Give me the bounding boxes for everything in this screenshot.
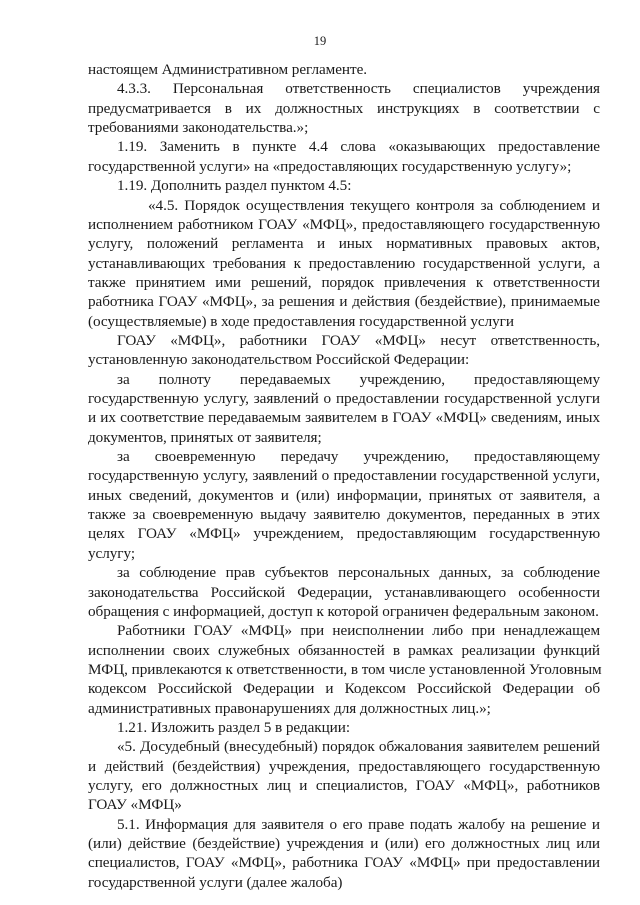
text-line: и их соответствие передаваемым заявителем в ГОАУ «МФЦ» сведениям, иных bbox=[88, 409, 600, 427]
page-number: 19 bbox=[313, 34, 327, 48]
text-line: ГОАУ «МФЦ», работники ГОАУ «МФЦ» несут ответственность, bbox=[117, 331, 600, 349]
text-line: государственной услуги» на «предоставляющих государственную услугу»; bbox=[88, 157, 572, 175]
text-line: государственную услугу, заявлений о предоставлении государственной услуги bbox=[88, 390, 600, 407]
text-line: целях ГОАУ «МФЦ» учреждением, предоставляющим государственную bbox=[88, 525, 600, 543]
text-line: за своевременную передачу учреждению, предоставляющему bbox=[117, 448, 600, 465]
text-line: МФЦ, привлекаются к ответственности, в том числе установленной Уголовным bbox=[88, 660, 602, 678]
text-line: за соблюдение прав субъектов персональных данных, за соблюдение bbox=[117, 564, 600, 582]
text-line: государственной услуги (далее жалоба) bbox=[88, 873, 343, 891]
text-line: кодексом Российской Федерации и Кодексом Российской Федерации об bbox=[88, 680, 600, 698]
text-line: специалистов, ГОАУ «МФЦ», работника ГОАУ «МФЦ» при предоставлении bbox=[88, 854, 600, 872]
text-line: исполнении своих служебных обязанностей в рамках реализации функций bbox=[88, 641, 600, 659]
text-line: устанавливающих требования к предоставлению государственной услуги, а bbox=[88, 254, 600, 272]
text-line: государственную услугу, заявлений о предоставлении государственной услуги, bbox=[88, 467, 600, 485]
text-line: Работники ГОАУ «МФЦ» при неисполнении либо при ненадлежащем bbox=[117, 622, 600, 640]
text-line: законодательства Российской Федерации, устанавливающего особенности bbox=[88, 583, 600, 601]
text-line: настоящем Административном регламенте. bbox=[88, 61, 368, 78]
text-line: предусматривается в их должностных инструкциях в соответствии с bbox=[88, 99, 600, 117]
text-line: документов, принятых от заявителя; bbox=[88, 428, 322, 446]
text-line: 1.19. Заменить в пункте 4.4 слова «оказывающих предоставление bbox=[117, 138, 600, 156]
text-line: требованиями законодательства.»; bbox=[88, 119, 309, 137]
text-line: обращения с информацией, доступ к которой ограничен федеральным законом. bbox=[88, 602, 599, 620]
text-line: услугу; bbox=[88, 544, 135, 562]
text-line: и действий (бездействия) учреждения, предоставляющего государственную bbox=[88, 757, 600, 775]
text-line: административных правонарушениях для должностных лиц.»; bbox=[88, 699, 491, 717]
text-line: «5. Досудебный (внесудебный) порядок обжалования заявителем решений bbox=[117, 738, 600, 756]
text-line: ГОАУ «МФЦ» bbox=[88, 796, 182, 814]
text-line: (осуществляемые) в ходе предоставления государственной услуги bbox=[88, 312, 514, 330]
text-line: 4.3.3. Персональная ответственность специалистов учреждения bbox=[117, 80, 600, 98]
text-line: 5.1. Информация для заявителя о его праве подать жалобу на решение и bbox=[117, 815, 600, 833]
text-line: иных сведений, документов и (или) информации, принятых от заявителя, а bbox=[88, 486, 600, 504]
text-line: «4.5. Порядок осуществления текущего контроля за соблюдением и bbox=[148, 196, 600, 214]
text-line: также принятием ими решений, порядок привлечения к ответственности bbox=[88, 273, 600, 291]
text-line: также за своевременную выдачу заявителю документов, переданных в этих bbox=[88, 506, 600, 524]
text-line: 1.19. Дополнить раздел пунктом 4.5: bbox=[117, 177, 352, 195]
text-line: за полноту передаваемых учреждению, предоставляющему bbox=[117, 370, 600, 388]
text-line: работника ГОАУ «МФЦ», за решения и действия (бездействие), принимаемые bbox=[88, 293, 600, 311]
text-line: установленную законодательством Российской Федерации: bbox=[88, 351, 470, 369]
text-line: 1.21. Изложить раздел 5 в редакции: bbox=[117, 718, 351, 736]
text-line: (или) действие (бездействие) учреждения и (или) его должностных лиц или bbox=[88, 835, 600, 852]
text-line: исполнением работником ГОАУ «МФЦ», предоставляющего государственную bbox=[88, 215, 600, 233]
text-line: услугу, положений регламента и иных нормативных правовых актов, bbox=[88, 235, 600, 253]
text-line: услугу, его должностных лиц и специалистов, ГОАУ «МФЦ», работников bbox=[88, 777, 600, 794]
